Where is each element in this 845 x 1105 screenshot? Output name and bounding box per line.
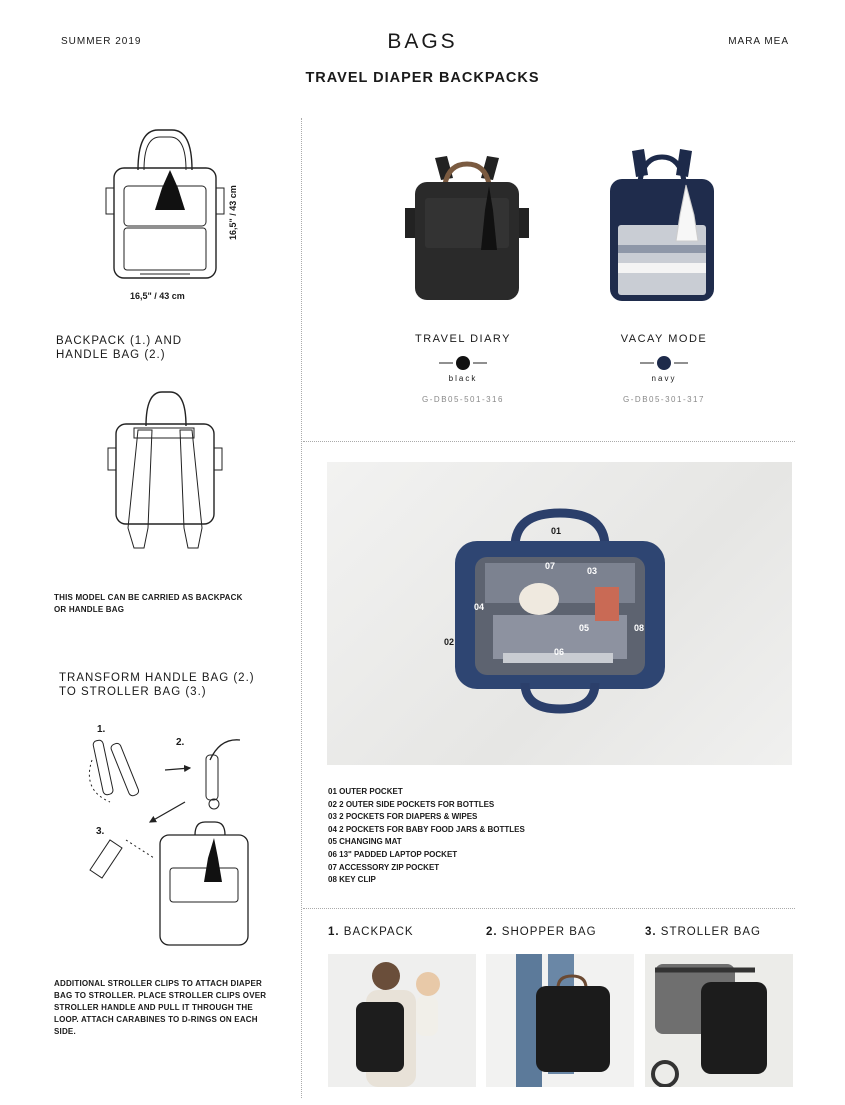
interior-label-03: 03 [587, 566, 598, 576]
product-code-travel-diary: G-DB05-501-316 [422, 395, 504, 404]
stroller-mode-photo [645, 954, 793, 1087]
color-label-black: black [448, 374, 478, 383]
stroller-note-line3: STROLLER HANDLE AND PULL IT THROUGH THE [54, 1003, 253, 1012]
feature-legend [328, 786, 525, 887]
legend-item: 04 2 POCKETS FOR BABY FOOD JARS & BOTTLES [328, 824, 525, 834]
product-code-vacay-mode: G-DB05-301-317 [623, 395, 705, 404]
page-title: BAGS [387, 30, 458, 53]
backpack-back-sketch [104, 388, 224, 568]
stroller-note-line5: SIDE. [54, 1027, 76, 1036]
interior-label-06: 06 [554, 647, 565, 657]
stroller-note-line1: ADDITIONAL STROLLER CLIPS TO ATTACH DIAPER [54, 979, 262, 988]
interior-label-08: 08 [634, 623, 645, 633]
page-subtitle: TRAVEL DIAPER BACKPACKS [305, 70, 540, 86]
product-name-travel-diary: TRAVEL DIARY [414, 333, 512, 345]
legend-item: 05 CHANGING MAT [328, 837, 402, 847]
carry-note-line1: THIS MODEL CAN BE CARRIED AS BACKPACK [54, 593, 243, 602]
stroller-note-line4: LOOP. ATTACH CARABINES TO D-RINGS ON EACH [54, 1015, 258, 1024]
shopper-mode-illustration [486, 954, 634, 1087]
section-divider-2 [303, 908, 795, 909]
step-1-label: 1. [97, 724, 106, 735]
season-label: SUMMER 2019 [61, 36, 142, 47]
backpack-heading-line2: HANDLE BAG (2.) [56, 349, 166, 361]
open-bag-illustration [445, 507, 675, 717]
transform-heading [59, 671, 255, 699]
interior-photo [327, 462, 792, 765]
legend-item: 03 2 POCKETS FOR DIAPERS & WIPES [328, 812, 478, 822]
stroller-clip-steps-sketch [80, 730, 260, 955]
legend-item: 08 KEY CLIP [328, 875, 376, 885]
backpack-mode-illustration [328, 954, 476, 1087]
legend-item: 01 OUTER POCKET [328, 787, 403, 796]
legend-item: 07 ACCESSORY ZIP POCKET [328, 862, 440, 872]
travel-diary-product-image [405, 150, 529, 305]
interior-label-05: 05 [579, 623, 590, 633]
transform-heading-line1: TRANSFORM HANDLE BAG (2.) [59, 672, 255, 684]
backpack-heading-line1: BACKPACK (1.) AND [56, 335, 183, 347]
black-swatch-indicator [439, 355, 487, 371]
interior-label-07: 07 [545, 561, 556, 571]
stroller-note [54, 978, 289, 1038]
stroller-mode-illustration [645, 954, 793, 1087]
backpack-front-sketch [100, 128, 230, 283]
interior-label-02: 02 [444, 637, 455, 647]
step-2-label: 2. [176, 737, 185, 748]
product-name-vacay-mode: VACAY MODE [620, 333, 708, 345]
navy-swatch-indicator [640, 355, 688, 371]
legend-item: 02 2 OUTER SIDE POCKETS FOR BOTTLES [328, 799, 495, 809]
shopper-mode-photo [486, 954, 634, 1087]
carry-note [54, 592, 243, 616]
height-dimension: 16,5" / 43 cm [228, 185, 238, 240]
step-3-label: 3. [96, 826, 105, 837]
legend-item: 06 13" PADDED LAPTOP POCKET [328, 849, 458, 859]
brand-label: MARA MEA [728, 36, 789, 47]
mode-shopper-label: 2. SHOPPER BAG [486, 926, 597, 938]
width-dimension: 16,5" / 43 cm [130, 291, 185, 301]
color-label-navy: navy [651, 374, 677, 383]
mode-stroller-label: 3. STROLLER BAG [645, 926, 761, 938]
carry-note-line2: OR HANDLE BAG [54, 605, 125, 614]
mode-backpack-label: 1. BACKPACK [328, 926, 414, 938]
section-divider-1 [303, 441, 795, 442]
column-divider [301, 118, 302, 1098]
vacay-mode-product-image [602, 145, 722, 305]
interior-label-04: 04 [474, 602, 485, 612]
stroller-note-line2: BAG TO STROLLER. PLACE STROLLER CLIPS OVER [54, 991, 267, 1000]
backpack-mode-photo [328, 954, 476, 1087]
backpack-heading [56, 334, 182, 362]
transform-heading-line2: TO STROLLER BAG (3.) [59, 686, 207, 698]
interior-label-01: 01 [551, 526, 562, 536]
